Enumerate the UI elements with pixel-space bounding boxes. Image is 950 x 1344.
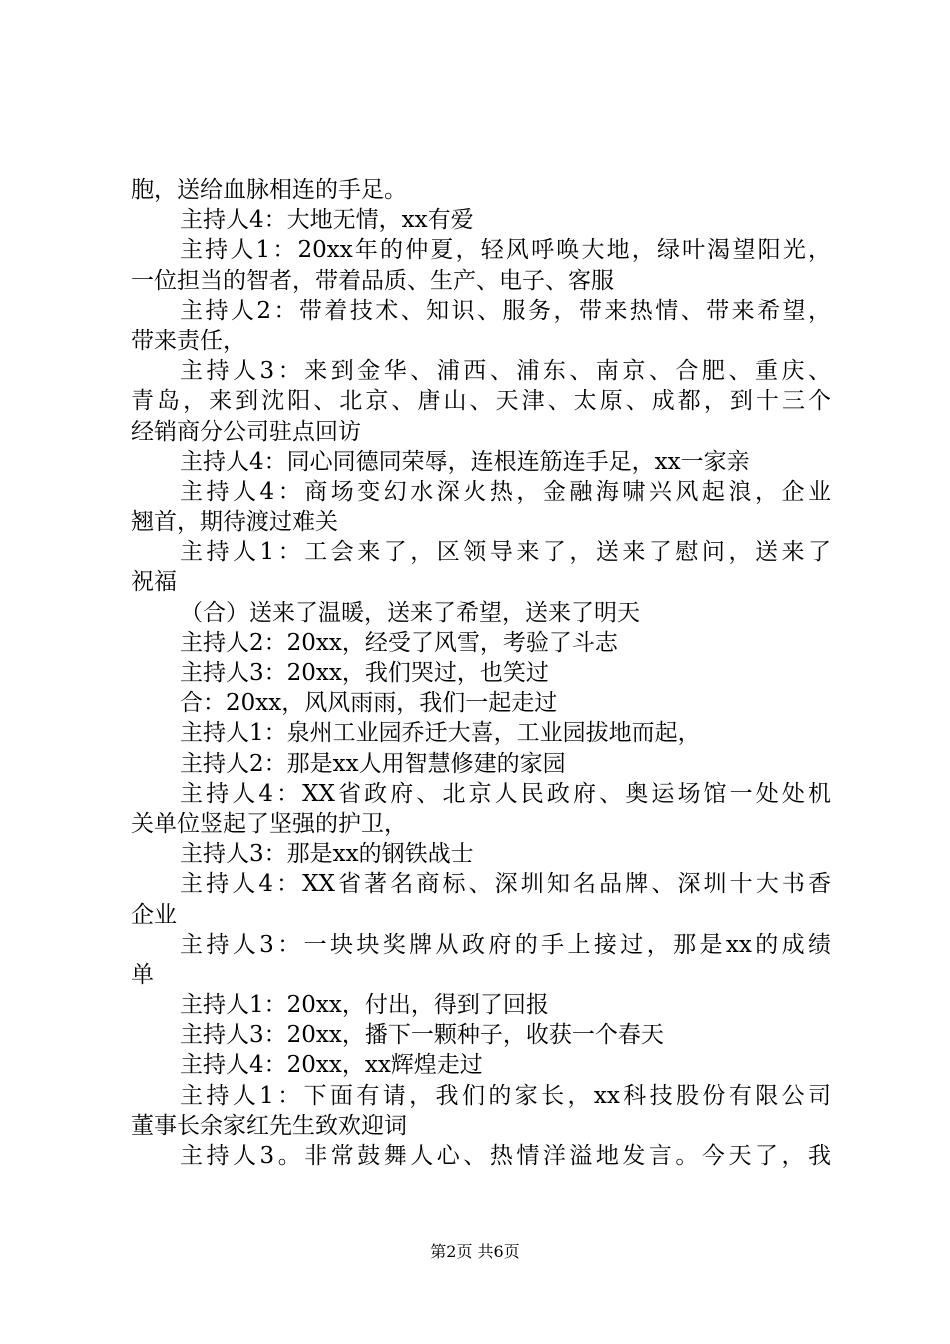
text-line: （合）送来了温暖，送来了希望，送来了明天 bbox=[180, 599, 640, 626]
text-line: 主持人4：XX省著名商标、深圳知名品牌、深圳十大书香 bbox=[180, 871, 831, 898]
text-line: 主持人1：下面有请，我们的家长，xx科技股份有限公司 bbox=[180, 1082, 831, 1109]
text-line: 主持人3：一块块奖牌从政府的手上接过，那是xx的成绩 bbox=[180, 931, 831, 958]
text-line: 企业 bbox=[131, 901, 177, 928]
text-line: 翘首，期待渡过难关 bbox=[131, 509, 338, 536]
page-footer: 第2页 共6页 bbox=[430, 1242, 520, 1261]
text-line: 主持人1：工会来了，区领导来了，送来了慰问，送来了 bbox=[180, 539, 831, 566]
text-line: 青岛，来到沈阳、北京、唐山、天津、太原、成都，到十三个 bbox=[131, 388, 831, 415]
text-line: 主持人1：20xx年的仲夏，轻风呼唤大地，绿叶渴望阳光， bbox=[180, 237, 831, 264]
body-text bbox=[131, 175, 831, 1171]
text-line: 关单位竖起了坚强的护卫， bbox=[131, 810, 407, 837]
text-line: 主持人2：带着技术、知识、服务，带来热情、带来希望， bbox=[180, 297, 831, 324]
text-line: 董事长余家红先生致欢迎词 bbox=[131, 1112, 407, 1139]
text-line: 主持人1：20xx，付出，得到了回报 bbox=[180, 992, 549, 1019]
text-line: 主持人4：同心同德同荣辱，连根连筋连手足，xx一家亲 bbox=[180, 448, 750, 475]
text-line: 主持人3：那是xx的钢铁战士 bbox=[180, 841, 474, 868]
text-line: 胞，送给血脉相连的手足。 bbox=[131, 177, 407, 203]
text-line: 主持人1：泉州工业园乔迁大喜，工业园拔地而起， bbox=[180, 720, 701, 747]
text-line: 主持人4：商场变幻水深火热，金融海啸兴风起浪，企业 bbox=[180, 478, 831, 505]
text-line: 主持人4：20xx，xx辉煌走过 bbox=[180, 1052, 483, 1079]
text-line: 合：20xx，风风雨雨，我们一起走过 bbox=[180, 690, 558, 717]
text-line: 经销商分公司驻点回访 bbox=[131, 418, 361, 445]
text-line: 主持人4：大地无情，xx有爱 bbox=[180, 207, 474, 234]
text-line: 祝福 bbox=[131, 569, 177, 596]
text-line: 主持人3：20xx，我们哭过，也笑过 bbox=[180, 660, 549, 686]
text-line: 带来责任， bbox=[131, 327, 246, 354]
text-line: 单 bbox=[131, 961, 154, 988]
text-line: 主持人4：XX省政府、北京人民政府、奥运场馆一处处机 bbox=[180, 780, 831, 807]
text-line: 一位担当的智者，带着品质、生产、电子、客服 bbox=[131, 267, 614, 294]
text-line: 主持人3。非常鼓舞人心、热情洋溢地发言。今天了，我 bbox=[180, 1143, 831, 1169]
text-line: 主持人3：来到金华、浦西、浦东、南京、合肥、重庆、 bbox=[180, 358, 831, 385]
text-line: 主持人2：20xx，经受了风雪，考验了斗志 bbox=[180, 629, 618, 656]
text-line: 主持人2：那是xx人用智慧修建的家园 bbox=[180, 750, 566, 777]
text-line: 主持人3：20xx，播下一颗种子，收获一个春天 bbox=[180, 1022, 664, 1049]
